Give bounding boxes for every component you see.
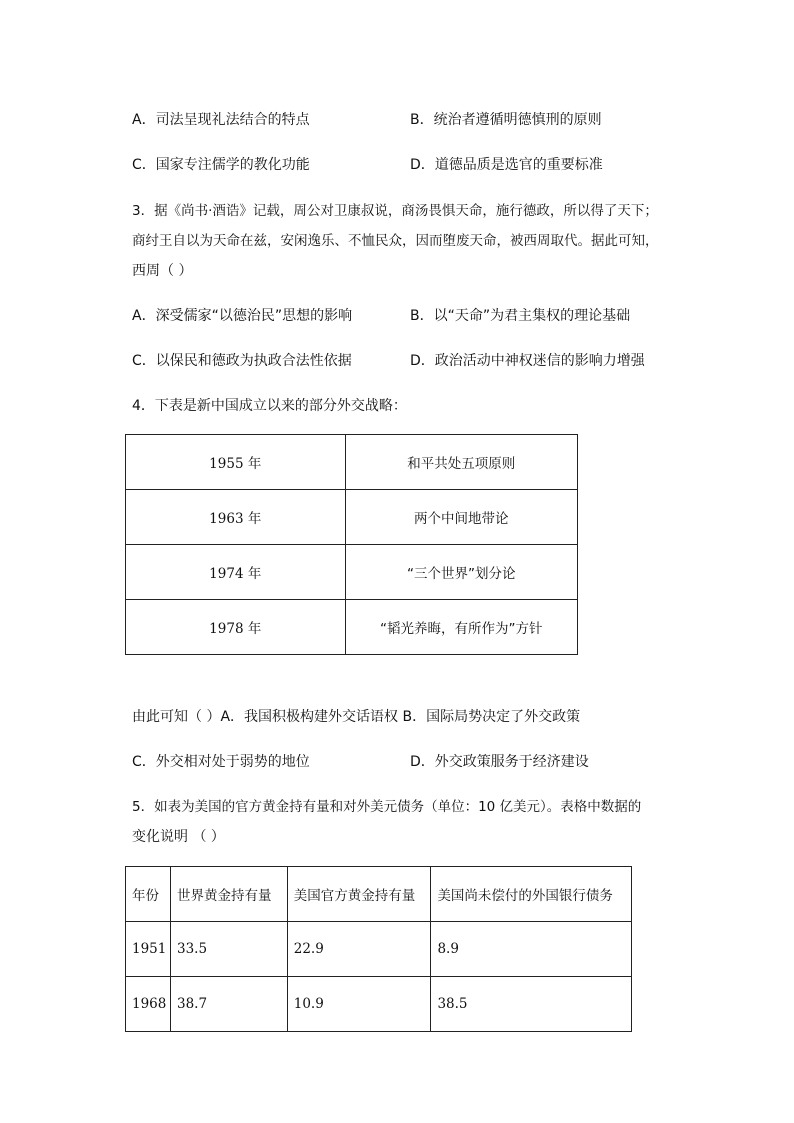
q2-option-c: C．国家专注儒学的教化功能	[132, 157, 310, 173]
table-cell-year: 1974 年	[126, 545, 346, 600]
q4-conclusion-options: 由此可知（ ）A．我国积极构建外交话语权 B．国际局势决定了外交政策	[132, 709, 581, 725]
table-header-cell: 年份	[126, 867, 171, 922]
q3-option-b: B．以“天命”为君主集权的理论基础	[410, 308, 631, 324]
table-header-row	[126, 867, 632, 922]
q4-stem: 4．下表是新中国成立以来的部分外交战略：	[132, 398, 407, 414]
table-cell: 38.7	[170, 977, 287, 1032]
table-cell: 1968	[126, 977, 171, 1032]
table-cell-strategy: “三个世界”划分论	[345, 545, 577, 600]
q3-option-c: C．以保民和德政为执政合法性依据	[132, 353, 352, 369]
table-cell-year: 1955 年	[126, 435, 346, 490]
table-row	[126, 545, 578, 600]
q3-stem-line1: 3．据《尚书·酒诰》记载，周公对卫康叔说，商汤畏惧天命，施行德政，所以得了天下；	[132, 203, 658, 219]
q5-table	[125, 866, 632, 1032]
q3-option-a: A．深受儒家“以德治民”思想的影响	[132, 308, 353, 324]
table-cell: 33.5	[170, 922, 287, 977]
table-cell: 38.5	[431, 977, 632, 1032]
q2-option-a: A．司法呈现礼法结合的特点	[132, 112, 310, 128]
q2-option-d: D．道德品质是选官的重要标准	[410, 157, 603, 173]
table-cell-strategy: 和平共处五项原则	[345, 435, 577, 490]
table-cell-year: 1963 年	[126, 490, 346, 545]
table-cell-year: 1978 年	[126, 600, 346, 655]
q5-stem-line1: 5．如表为美国的官方黄金持有量和对外美元债务（单位：10 亿美元）。表格中数据的	[132, 799, 642, 815]
q5-stem-line2: 变化说明 （ ）	[132, 829, 225, 845]
q3-stem-line2: 商纣王自以为天命在兹，安闲逸乐、不恤民众，因而堕废天命，被西周取代。据此可知，	[132, 233, 659, 249]
table-header-cell: 世界黄金持有量	[170, 867, 287, 922]
table-cell: 10.9	[287, 977, 431, 1032]
table-cell: 22.9	[287, 922, 431, 977]
table-cell-strategy: 两个中间地带论	[345, 490, 577, 545]
table-cell-strategy: “韬光养晦，有所作为”方针	[345, 600, 577, 655]
table-row	[126, 490, 578, 545]
table-header-cell: 美国官方黄金持有量	[287, 867, 431, 922]
table-row	[126, 977, 632, 1032]
q2-option-b: B．统治者遵循明德慎刑的原则	[410, 112, 602, 128]
q4-option-c: C．外交相对处于弱势的地位	[132, 754, 310, 770]
q4-option-d: D．外交政策服务于经济建设	[410, 754, 589, 770]
table-row	[126, 435, 578, 490]
table-row	[126, 600, 578, 655]
table-row	[126, 922, 632, 977]
q3-option-d: D．政治活动中神权迷信的影响力增强	[410, 353, 645, 369]
q4-table	[125, 434, 578, 655]
table-header-cell: 美国尚未偿付的外国银行债务	[431, 867, 632, 922]
q3-stem-line3: 西周（ ）	[132, 263, 193, 279]
table-cell: 8.9	[431, 922, 632, 977]
table-cell: 1951	[126, 922, 171, 977]
